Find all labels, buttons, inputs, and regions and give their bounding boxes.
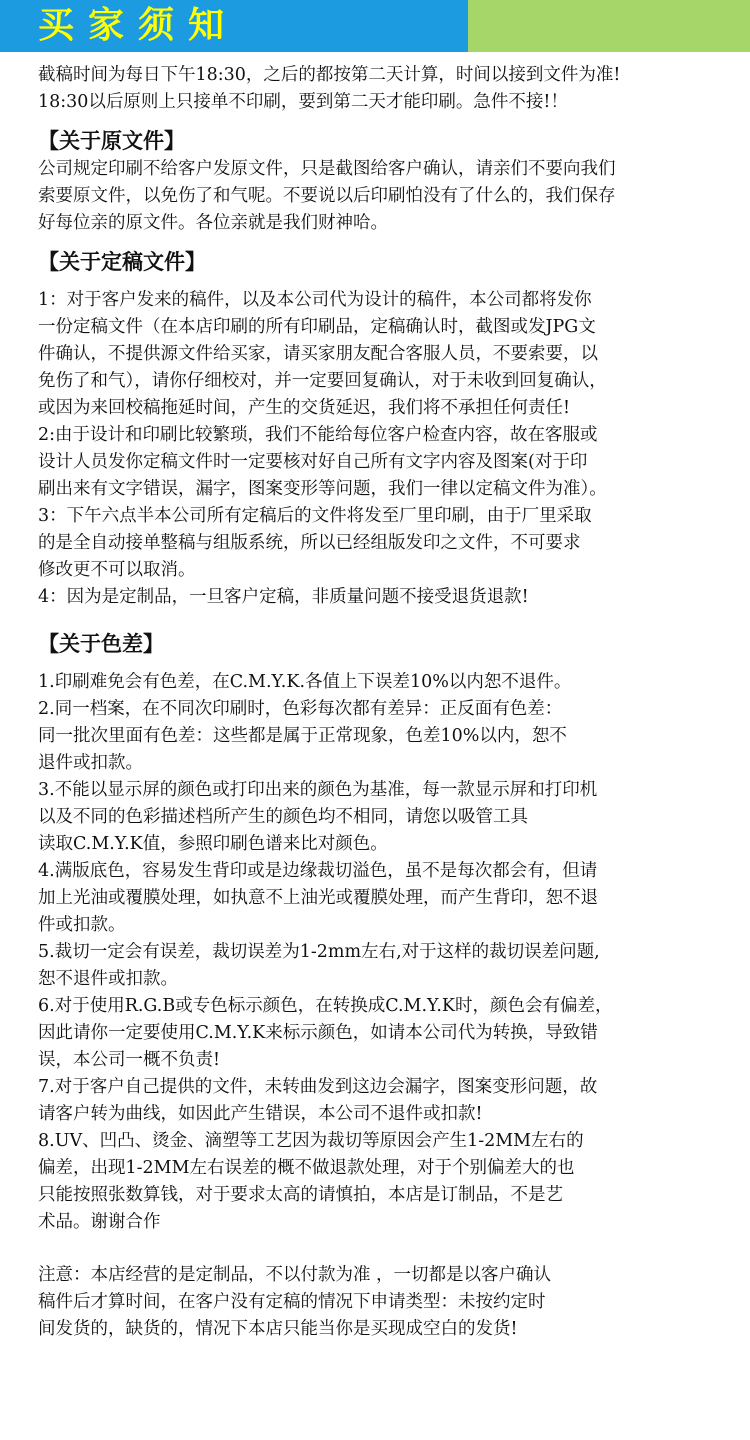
section-heading-color: 【关于色差】 [38, 632, 164, 656]
text-line: 2.同一档案，在不同次印刷时，色彩每次都有差异：正反面有色差： [38, 699, 563, 719]
text-line: 1：对于客户发来的稿件，以及本公司代为设计的稿件，本公司都将发你 [38, 290, 592, 310]
text-line: 加上光油或覆膜处理，如执意不上油光或覆膜处理，而产生背印，恕不退 [38, 888, 598, 908]
text-line: 间发货的，缺货的，情况下本店只能当你是买现成空白的发货! [38, 1319, 518, 1339]
text-line: 1.印刷难免会有色差，在C.M.Y.K.各值上下误差10%以内恕不退件。 [38, 672, 572, 692]
section-heading-original: 【关于原文件】 [38, 129, 185, 153]
section-body-final [38, 287, 738, 611]
text-line: 免伤了和气），请你仔细校对，并一定要回复确认，对于未收到回复确认， [38, 371, 607, 391]
text-line: 3：下午六点半本公司所有定稿后的文件将发至厂里印刷，由于厂里采取 [38, 506, 592, 526]
text-line: 退件或扣款。 [38, 753, 143, 773]
text-line: 请客户转为曲线，如因此产生错误，本公司不退件或扣款! [38, 1104, 483, 1124]
page-title: 买家须知 [38, 5, 239, 46]
intro-line: 截稿时间为每日下午18:30，之后的都按第二天计算，时间以接到文件为准! [38, 65, 621, 85]
notice-footer [38, 1262, 738, 1343]
text-line: 2:由于设计和印刷比较繁琐，我们不能给每位客户检查内容，故在客服或 [38, 425, 598, 445]
text-line: 同一批次里面有色差：这些都是属于正常现象，色差10%以内，恕不 [38, 726, 567, 746]
text-line: 以及不同的色彩描述档所产生的颜色均不相同，请您以吸管工具 [38, 807, 528, 827]
text-line: 4.满版底色，容易发生背印或是边缘裁切溢色，虽不是每次都会有，但请 [38, 861, 598, 881]
text-line: 3.不能以显示屏的颜色或打印出来的颜色为基准，每一款显示屏和打印机 [38, 780, 598, 800]
text-line: 修改更不可以取消。 [38, 560, 196, 580]
section-body-original [38, 156, 738, 237]
text-line: 的是全自动接单整稿与组版系统，所以已经组版发印之文件，不可要求 [38, 533, 581, 553]
text-line: 索要原文件，以免伤了和气呢。不要说以后印刷怕没有了什么的，我们保存 [38, 186, 616, 206]
header-green-bar [468, 0, 750, 52]
text-line: 一份定稿文件（在本店印刷的所有印刷品，定稿确认时，截图或发JPG文 [38, 317, 596, 337]
text-line: 偏差，出现1-2MM左右误差的概不做退款处理，对于个别偏差大的也 [38, 1158, 575, 1178]
text-line: 误，本公司一概不负责! [38, 1050, 221, 1070]
text-line: 7.对于客户自己提供的文件，未转曲发到这边会漏字，图案变形问题，故 [38, 1077, 598, 1097]
text-line: 5.裁切一定会有误差，裁切误差为1-2mm左右,对于这样的裁切误差问题, [38, 942, 600, 962]
text-line: 稿件后才算时间，在客户没有定稿的情况下申请类型：未按约定时 [38, 1292, 546, 1312]
text-line: 刷出来有文字错误，漏字，图案变形等问题，我们一律以定稿文件为准）。 [38, 479, 607, 499]
text-line: 设计人员发你定稿文件时一定要核对好自己所有文字内容及图案(对于印 [38, 452, 588, 472]
text-line: 4：因为是定制品，一旦客户定稿，非质量问题不接受退货退款! [38, 587, 529, 607]
text-line: 恕不退件或扣款。 [38, 969, 178, 989]
text-line: 术品。谢谢合作 [38, 1212, 161, 1232]
text-line: 公司规定印刷不给客户发原文件，只是截图给客户确认，请亲们不要向我们 [38, 159, 616, 179]
notice-content [38, 62, 738, 1343]
intro-line: 18:30以后原则上只接单不印刷，要到第二天才能印刷。急件不接!！ [38, 92, 568, 112]
section-body-color [38, 669, 738, 1236]
text-line: 读取C.M.Y.K值，参照印刷色谱来比对颜色。 [38, 834, 388, 854]
text-line: 6.对于使用R.G.B或专色标示颜色，在转换成C.M.Y.K时，颜色会有偏差， [38, 996, 613, 1016]
header-banner [0, 0, 750, 52]
text-line: 8.UV、凹凸、烫金、滴塑等工艺因为裁切等原因会产生1-2MM左右的 [38, 1131, 584, 1151]
text-line: 只能按照张数算钱，对于要求太高的请慎拍，本店是订制品，不是艺 [38, 1185, 563, 1205]
text-line: 件确认，不提供源文件给买家，请买家朋友配合客服人员，不要索要，以 [38, 344, 598, 364]
text-line: 件或扣款。 [38, 915, 126, 935]
text-line: 因此请你一定要使用C.M.Y.K来标示颜色，如请本公司代为转换，导致错 [38, 1023, 598, 1043]
text-line: 或因为来回校稿拖延时间，产生的交货延迟，我们将不承担任何责任! [38, 398, 571, 418]
text-line: 好每位亲的原文件。各位亲就是我们财神哈。 [38, 213, 388, 233]
text-line: 注意：本店经营的是定制品，不以付款为准 ，一切都是以客户确认 [38, 1265, 552, 1285]
section-heading-final: 【关于定稿文件】 [38, 250, 206, 274]
